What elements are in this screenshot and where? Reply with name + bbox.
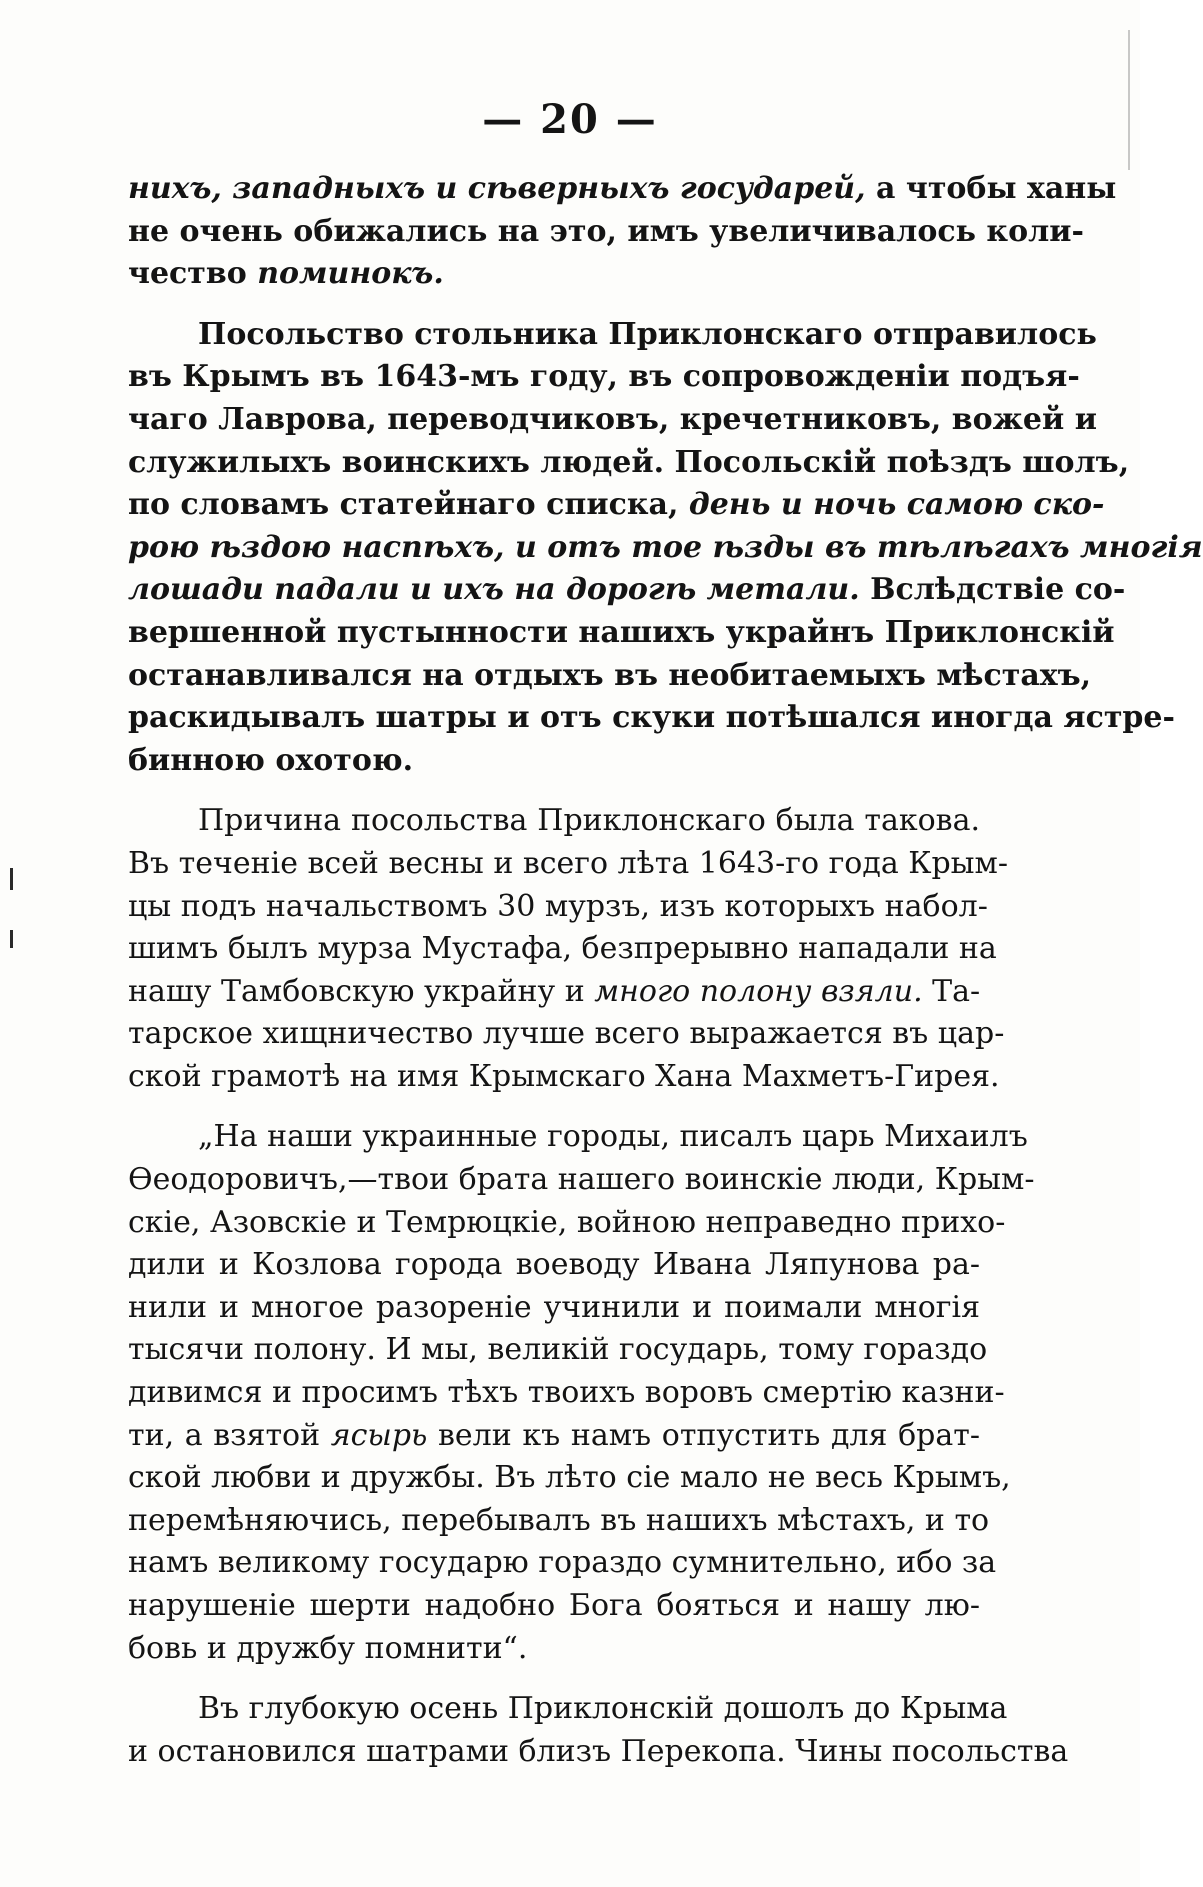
text-span: вели къ намъ отпустить для брат- [427,1417,980,1453]
text-span: нили и многое разореніе учинили и поимали многія [128,1289,980,1325]
text-line [128,253,980,296]
text-span: перемѣняючись, перебывалъ въ нашихъ мѣстахъ, и то [128,1502,990,1538]
text-line [128,1415,980,1458]
text-line [128,928,997,971]
italic-text: поминокъ. [257,256,444,292]
text-span: служилыхъ воинскихъ людей. Посольскій поѣздъ шолъ, [128,444,1130,480]
text-span: Та- [922,973,981,1009]
text-line [128,211,1084,254]
italic-text: лошади падали и ихъ на дорогѣ метали. [128,572,860,608]
text-span: бинною охотою. [128,742,414,778]
text-span: ской грамотѣ на имя Крымскаго Хана Махметъ-Гирея. [128,1058,1000,1094]
text-span: Причина посольства Приклонскаго была такова. [198,803,980,839]
text-line [128,1159,1035,1202]
text-span: въ Крымъ въ 1643-мъ году, въ сопровожденіи подъя- [128,359,1080,395]
text-line [128,655,1092,698]
text-line [128,886,988,929]
text-line [128,740,980,783]
text-span: нарушеніе шерти надобно Бога бояться и нашу лю- [128,1588,980,1623]
text-line [128,1329,988,1372]
text-line [128,356,1080,399]
text-line [128,484,1105,527]
text-span: Въ теченіе всей весны и всего лѣта 1643-го года Крым- [128,845,1009,881]
text-span: Въ глубокую осень Приклонскій дошолъ до Крыма [198,1691,1008,1727]
text-span: шимъ былъ мурза Мустафа, безпрерывно нападали на [128,931,997,967]
text-line [128,1731,1069,1774]
text-line [128,569,1126,612]
text-line [128,1056,1000,1099]
text-span: останавливался на отдыхъ въ необитаемыхъ мѣстахъ, [128,657,1092,693]
text-line [128,697,1175,740]
text-line [128,314,1097,357]
text-line [128,1585,980,1628]
text-span: вершенной пустынности нашихъ украйнъ Приклонскій [128,614,1115,650]
text-span: бовь и дружбу помнити“. [128,1630,528,1666]
text-span: тарское хищничество лучше всего выражается въ цар- [128,1016,1005,1052]
paragraph [128,800,1009,1098]
text-line [128,399,1097,442]
text-line [128,168,1117,211]
text-span: чаго Лаврова, переводчиковъ, кречетниковъ, вожей и [128,401,1097,437]
text-span: и остановился шатрами близъ Перекопа. Чины посольства [128,1733,1069,1769]
paragraph [128,168,1117,296]
text-line [128,1244,980,1287]
text-span: намъ великому государю гораздо сумнительно, ибо за [128,1545,997,1581]
italic-text: нихъ, западныхъ и сѣверныхъ государей, [128,171,866,206]
text-span: раскидывалъ шатры и отъ скуки потѣшался иногда ястре- [128,700,1175,736]
text-span: скіе, Азовскіе и Темрюцкіе, войною неправедно прихо- [128,1204,1006,1240]
text-line [128,1372,1005,1415]
text-line [128,971,980,1014]
text-span: ской любви и дружбы. Въ лѣто сіе мало не весь Крымъ, [128,1460,1011,1496]
text-span: не очень обижались на это, имъ увеличивалось коли- [128,213,1084,249]
text-span: нашу Тамбовскую украйну и [128,973,595,1009]
text-line [128,1500,990,1543]
text-line [128,1542,997,1585]
body-text [128,168,1203,1791]
text-line [128,1116,1028,1159]
text-span: цы подъ начальствомъ 30 мурзъ, изъ которыхъ набол- [128,888,988,924]
italic-text: много полону взяли. [594,973,923,1009]
text-span: Ѳеодоровичъ,—твои брата нашего воинскіе люди, Крым- [128,1162,1035,1198]
margin-mark [1128,30,1130,170]
text-line [128,1688,1008,1731]
text-line [128,1202,1006,1245]
text-span: Вслѣдствіе со- [859,572,1126,608]
text-line [128,442,1130,485]
text-line [128,1013,1005,1056]
page-number: — 20 — [482,96,658,143]
text-span: дили и Козлова города воеводу Ивана Ляпунова ра- [128,1247,980,1283]
text-span: а чтобы ханы [865,171,1117,206]
paragraph [128,1688,1069,1773]
text-span: чество [128,256,258,292]
text-span: „На наши украинные городы, писалъ царь Михаилъ [198,1119,1028,1155]
paragraph [128,314,1203,783]
text-span: тысячи полону. И мы, великій государь, тому гораздо [128,1332,988,1368]
text-line [128,1457,1011,1500]
italic-text: день и ночь самою ско- [688,487,1105,523]
margin-mark [10,930,13,948]
paragraph [128,1116,1035,1670]
text-line [128,843,1009,886]
italic-text: рою ѣздою наспѣхъ, и отъ тое ѣзды въ тѣлѣгахъ многія [128,529,1203,565]
text-span: дивимся и просимъ тѣхъ твоихъ воровъ смертію казни- [128,1375,1005,1411]
text-line [128,527,1203,570]
margin-mark [10,868,13,890]
italic-text: ясырь [330,1417,428,1453]
text-span: Посольство стольника Приклонскаго отправилось [198,316,1097,352]
text-line [128,1628,980,1671]
text-line [128,1287,980,1330]
text-span: по словамъ статейнаго списка, [128,487,689,523]
text-line [128,612,1115,655]
text-span: ти, а взятой [128,1417,331,1453]
text-line [128,800,980,843]
